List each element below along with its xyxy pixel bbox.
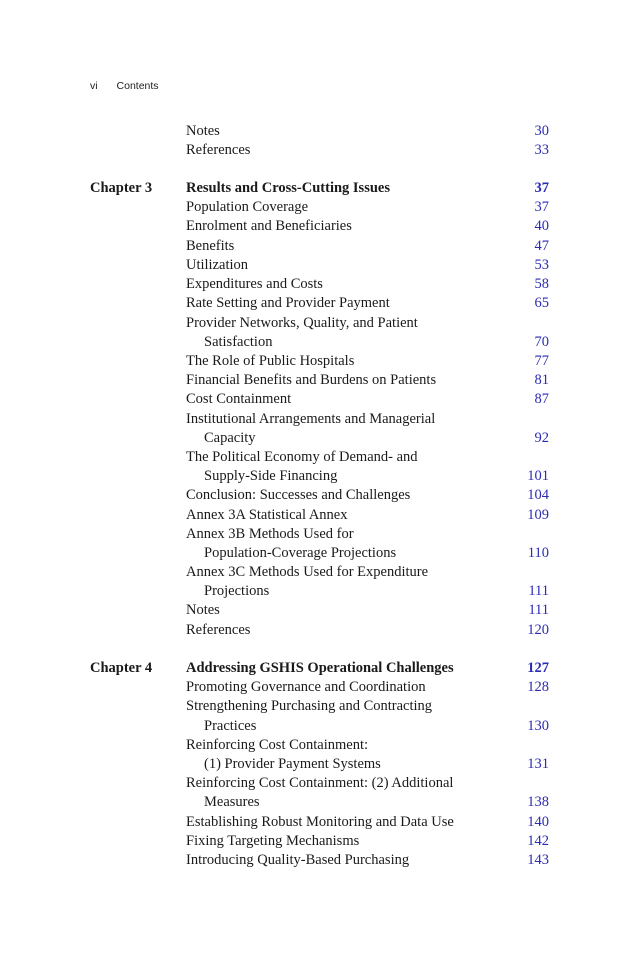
toc-page-number[interactable]: 37 — [534, 180, 549, 196]
toc-entry-title[interactable]: Population Coverage — [186, 199, 309, 215]
toc-entry-title[interactable]: Supply-Side Financing — [204, 468, 338, 484]
toc-entry-title[interactable]: Reinforcing Cost Containment: (2) Additional — [186, 775, 454, 791]
toc-page-number[interactable]: 77 — [534, 353, 549, 369]
toc-entry-title[interactable]: Enrolment and Beneficiaries — [186, 218, 352, 234]
toc-page-number[interactable]: 30 — [534, 123, 549, 139]
toc-entry-title[interactable]: Cost Containment — [186, 391, 292, 407]
toc-page-number[interactable]: 131 — [527, 756, 549, 772]
toc-entry-title[interactable]: Annex 3A Statistical Annex — [186, 507, 348, 523]
toc-page-number[interactable]: 47 — [534, 238, 549, 254]
toc-entry-title[interactable]: References — [186, 142, 251, 158]
toc-page-number[interactable]: 143 — [527, 852, 549, 868]
toc-entry-title[interactable]: Practices — [204, 718, 257, 734]
toc-entry-title[interactable]: Notes — [186, 602, 220, 618]
toc-entry-title[interactable]: Utilization — [186, 257, 249, 273]
toc-entry-title[interactable]: The Role of Public Hospitals — [186, 353, 355, 369]
toc-entry-title[interactable]: Annex 3B Methods Used for — [186, 526, 354, 542]
toc-entry-title[interactable]: Rate Setting and Provider Payment — [186, 295, 390, 311]
toc-entry-title[interactable]: Promoting Governance and Coordination — [186, 679, 426, 695]
toc-entry-title[interactable]: Population-Coverage Projections — [204, 545, 397, 561]
header-page-number: vi — [90, 80, 98, 92]
toc-entry-title[interactable]: Reinforcing Cost Containment: — [186, 737, 369, 753]
toc-entry-title[interactable]: Introducing Quality-Based Purchasing — [186, 852, 410, 868]
toc-page-number[interactable]: 70 — [534, 334, 549, 350]
toc-entry-title[interactable]: (1) Provider Payment Systems — [204, 756, 381, 772]
toc-page-number[interactable]: 92 — [534, 430, 549, 446]
toc-entry-title[interactable]: Provider Networks, Quality, and Patient — [186, 315, 418, 331]
toc-page-number[interactable]: 65 — [534, 295, 549, 311]
toc-page-number[interactable]: 53 — [534, 257, 549, 273]
toc-page-number[interactable]: 101 — [527, 468, 549, 484]
toc-page-number[interactable]: 110 — [527, 545, 549, 561]
toc-entry-title[interactable]: Expenditures and Costs — [186, 276, 323, 292]
toc-entry-title[interactable]: Institutional Arrangements and Managerial — [186, 411, 436, 427]
toc-page-number[interactable]: 109 — [527, 507, 549, 523]
toc-page-number[interactable]: 138 — [527, 794, 549, 810]
header-section-title: Contents — [116, 80, 159, 92]
toc-entry-title[interactable]: Satisfaction — [204, 334, 273, 350]
toc-page-number[interactable]: 128 — [527, 679, 549, 695]
toc-page-number[interactable]: 140 — [527, 814, 549, 830]
toc-page-number[interactable]: 111 — [528, 602, 549, 618]
toc-entry-title[interactable]: Fixing Targeting Mechanisms — [186, 833, 360, 849]
toc-chapter-label: Chapter 3 — [90, 180, 153, 196]
toc-entry-title[interactable]: Establishing Robust Monitoring and Data Use — [186, 814, 454, 830]
toc-entry-title[interactable]: Annex 3C Methods Used for Expenditure — [186, 564, 429, 580]
toc-entry-title[interactable]: The Political Economy of Demand- and — [186, 449, 418, 465]
toc-page-number[interactable]: 130 — [527, 718, 549, 734]
toc-entry-title[interactable]: Conclusion: Successes and Challenges — [186, 487, 411, 503]
toc-entry-title[interactable]: Capacity — [204, 430, 256, 446]
running-header — [90, 80, 159, 92]
toc-page-number[interactable]: 58 — [534, 276, 549, 292]
toc-page-number[interactable]: 81 — [534, 372, 549, 388]
toc-page-number[interactable]: 142 — [527, 833, 549, 849]
toc-entry-title[interactable]: Benefits — [186, 238, 235, 254]
toc-page-number[interactable]: 40 — [534, 218, 549, 234]
toc-page-number[interactable]: 37 — [534, 199, 549, 215]
toc-entry-title[interactable]: Projections — [204, 583, 270, 599]
toc-page-number[interactable]: 104 — [527, 487, 549, 503]
toc-entry-title[interactable]: References — [186, 622, 251, 638]
toc-chapter-title[interactable]: Addressing GSHIS Operational Challenges — [186, 660, 454, 676]
toc-entry-title[interactable]: Measures — [204, 794, 260, 810]
toc-page-number[interactable]: 127 — [527, 660, 549, 676]
toc-page-number[interactable]: 33 — [534, 142, 549, 158]
toc-chapter-title[interactable]: Results and Cross-Cutting Issues — [186, 180, 390, 196]
toc-entry-title[interactable]: Notes — [186, 123, 220, 139]
toc-chapter-label: Chapter 4 — [90, 660, 153, 676]
toc-entry-title[interactable]: Financial Benefits and Burdens on Patients — [186, 372, 437, 388]
toc-entry-title[interactable]: Strengthening Purchasing and Contracting — [186, 698, 433, 714]
toc-page-number[interactable]: 87 — [534, 391, 549, 407]
toc-page-number[interactable]: 111 — [528, 583, 549, 599]
toc-page-number[interactable]: 120 — [527, 622, 549, 638]
